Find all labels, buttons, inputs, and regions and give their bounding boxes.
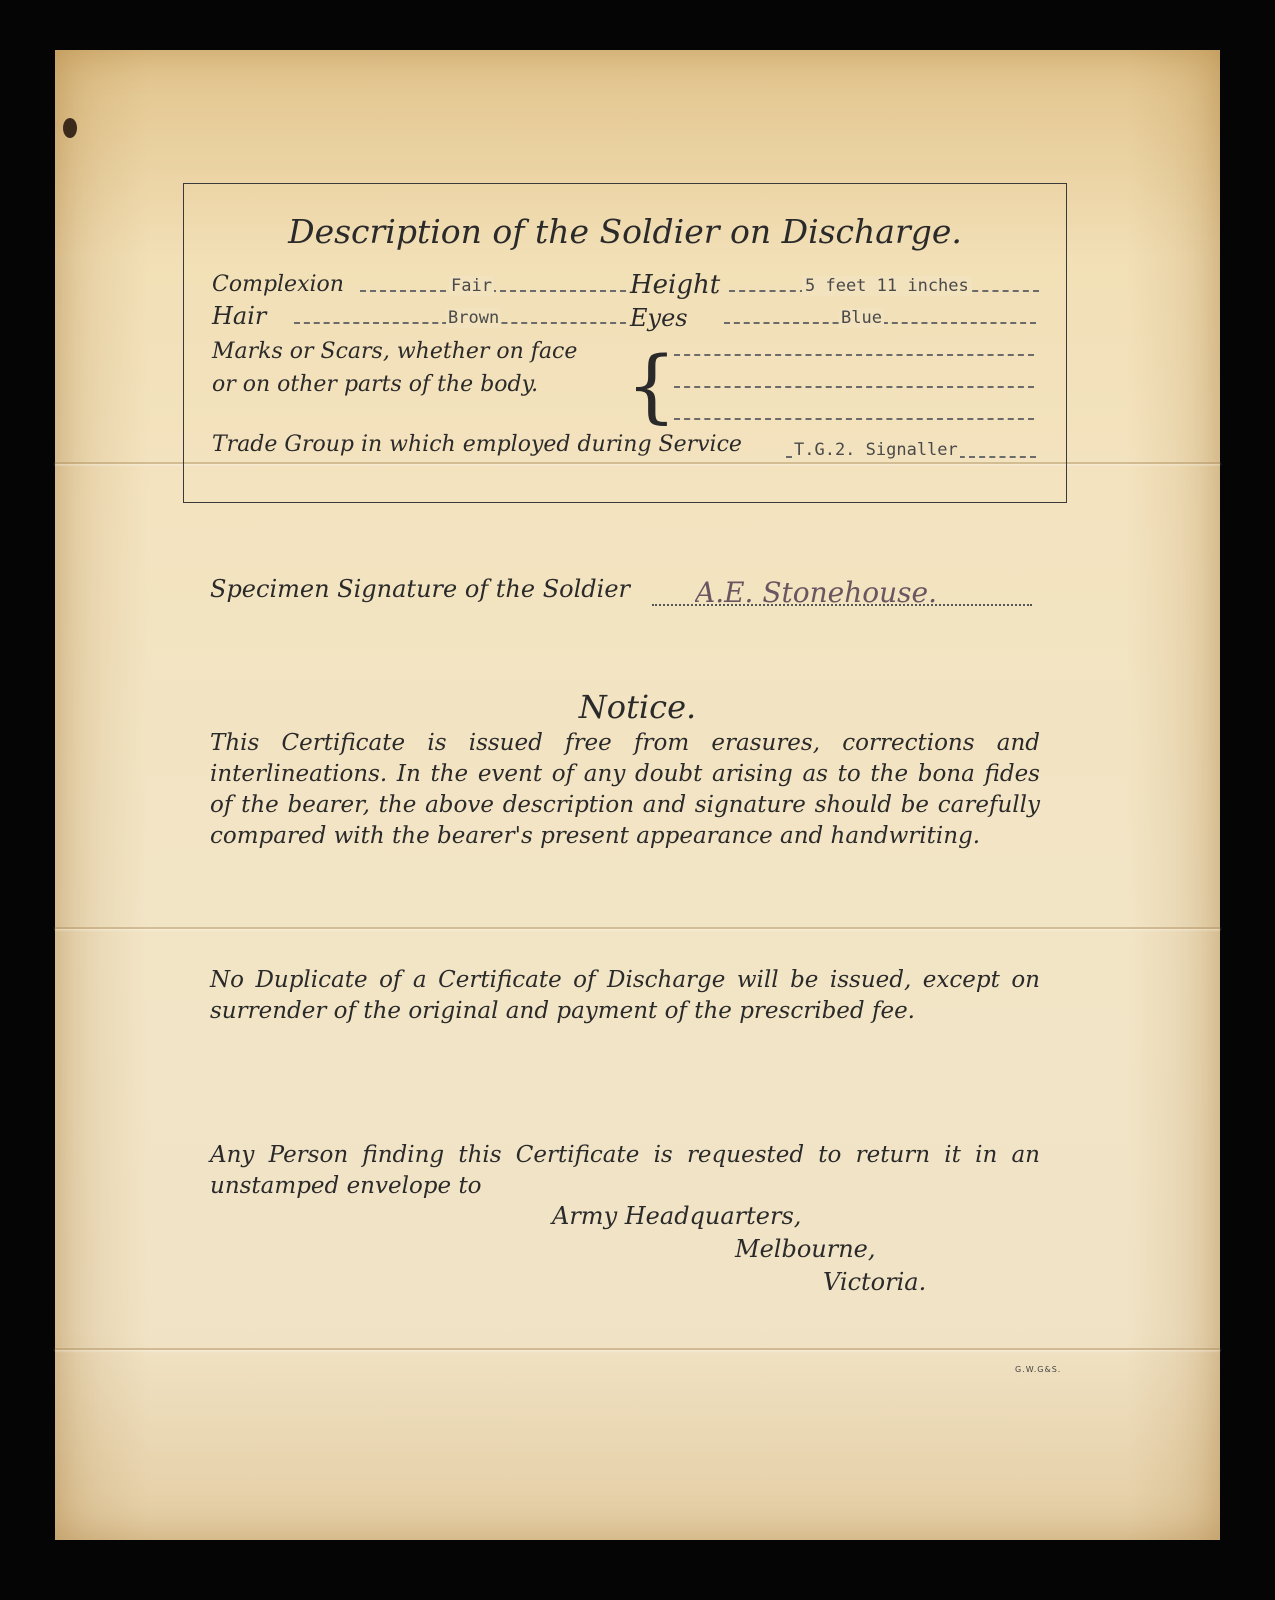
marks-label-line-1: Marks or Scars, whether on face: [212, 339, 578, 364]
trade-group-value: T.G.2. Signaller: [794, 440, 958, 460]
marks-blank-line: [674, 354, 1034, 356]
brace-symbol: {: [626, 339, 677, 432]
notice-paragraph-erasures: This Certificate is issued free from erasures, corrections and interlineations. In the event of any doubt arising as to the bona fides of the bearer, the above description and signature should be carefully compared with the bearer's present appearance and handwriting.: [210, 730, 1040, 849]
complexion-value: Fair: [451, 276, 492, 296]
fold-line: [55, 927, 1220, 929]
eyes-label: Eyes: [630, 304, 688, 332]
certificate-page: [55, 50, 1220, 1540]
address-line-melbourne: Melbourne,: [735, 1235, 876, 1263]
signature-label: Specimen Signature of the Soldier: [210, 575, 630, 603]
fold-line: [55, 1348, 1220, 1350]
notice-paragraph-duplicate: No Duplicate of a Certificate of Discharge will be issued, except on surrender of the original and payment of the prescribed fee.: [210, 967, 1040, 1024]
signature-text: A.E. Stonehouse.: [695, 576, 938, 609]
complexion-label: Complexion: [212, 272, 344, 297]
handwritten-signature: [695, 570, 955, 619]
soldier-description-box: [183, 183, 1067, 503]
trade-group-label: Trade Group in which employed during Service: [212, 432, 742, 457]
address-line-victoria: Victoria.: [823, 1268, 927, 1296]
description-title: Description of the Soldier on Discharge.: [288, 212, 962, 251]
marks-blank-line: [674, 386, 1034, 388]
notice-title: Notice.: [578, 688, 697, 726]
notice-paragraph-return: Any Person finding this Certificate is requested to return it in an unstamped envelope to: [210, 1142, 1040, 1199]
complexion-row: [212, 272, 344, 297]
marks-label-line-2: or on other parts of the body.: [212, 372, 539, 397]
hair-label: Hair: [212, 302, 267, 330]
marks-blank-line: [674, 418, 1034, 420]
height-label: Height: [630, 270, 721, 300]
address-line-army-hq: Army Headquarters,: [552, 1202, 802, 1230]
ink-stain: [63, 118, 77, 138]
hair-value: Brown: [448, 308, 500, 328]
printer-mark: G.W.G&S.: [1015, 1365, 1062, 1374]
height-value: 5 feet 11 inches: [802, 276, 972, 296]
eyes-value: Blue: [841, 308, 882, 328]
